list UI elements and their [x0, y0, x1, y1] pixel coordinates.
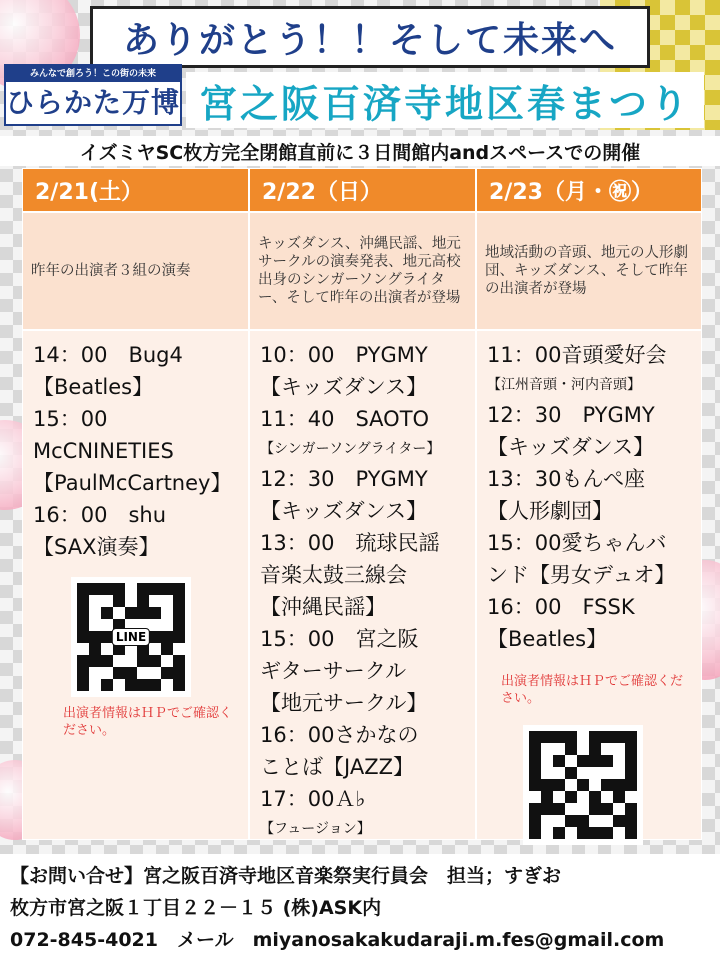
- schedule-entry: [260, 783, 467, 815]
- schedule-entry-text: ギターサークル: [260, 659, 407, 683]
- event-subtitle: イズミヤSC枚方完全閉館直前に３日間館内andスペースでの開催: [0, 136, 720, 166]
- schedule-entry-text: 15：00愛ちゃんバ: [487, 531, 667, 555]
- schedule-entry-text: 【シンガーソングライター】: [260, 441, 441, 457]
- logo-tagline: みんなで創ろう！この街の未来: [6, 66, 180, 82]
- schedule-entry-text: 【SAX演奏】: [33, 535, 160, 559]
- schedule-entry-text: 15：00: [33, 407, 108, 431]
- schedule-entry: [487, 371, 693, 399]
- schedule-entry-text: ことば【JAZZ】: [260, 755, 414, 779]
- day-schedule-3: [476, 330, 702, 840]
- festival-name: 宮之阪百済寺地区春まつり: [186, 72, 704, 128]
- contact-phone-email: 072-845-4021 メール miyanosakakudaraji.m.fes@gmail.com: [10, 929, 665, 951]
- schedule-entry: [260, 495, 467, 527]
- schedule-entry-text: 【Beatles】: [487, 627, 608, 651]
- logo-name: ひらかた万博: [6, 86, 181, 119]
- schedule-entries: [260, 339, 467, 843]
- schedule-entry: [260, 463, 467, 495]
- schedule-entry-text: 12：30 PYGMY: [260, 467, 428, 491]
- schedule-entry-text: 16：00 shu: [33, 503, 167, 527]
- schedule-entry-text: 【PaulMcCartney】: [33, 471, 232, 495]
- schedule-entry: [260, 527, 467, 559]
- line-qr-code[interactable]: [71, 577, 191, 697]
- schedule-entry: [487, 431, 693, 463]
- schedule-entry-text: 【沖縄民謡】: [260, 595, 386, 619]
- schedule-entry-text: 14：00 Bug4: [33, 343, 183, 367]
- contact-organizer: 【お問い合せ】宮之阪百済寺地区音楽祭実行員会 担当；すぎお: [10, 865, 562, 887]
- schedule-entry: [33, 339, 240, 371]
- schedule-entry: [260, 815, 467, 843]
- schedule-entry-text: 【キッズダンス】: [260, 375, 428, 399]
- day-schedule-1: [22, 330, 249, 840]
- schedule-entry: [260, 687, 467, 719]
- schedule-entry-text: 【キッズダンス】: [487, 435, 655, 459]
- schedule-entry: [487, 463, 693, 495]
- schedule-entry: [33, 467, 240, 499]
- schedule-entry-text: 12：30 PYGMY: [487, 403, 655, 427]
- day-header-3: 2/23（月・㊗）: [476, 168, 702, 212]
- schedule-entry-text: 15：00 宮之阪: [260, 627, 419, 651]
- day-header-2: 2/22（日）: [249, 168, 476, 212]
- line-badge: LINE: [112, 628, 150, 646]
- performer-info-note: 出演者情報はＨＰでご確認ください。: [63, 706, 233, 738]
- day-description-1: 昨年の出演者３組の演奏: [22, 212, 249, 330]
- schedule-entry: [487, 339, 693, 371]
- schedule-entry: [487, 527, 693, 559]
- schedule-entry-text: 【江州音頭・河内音頭】: [487, 377, 641, 393]
- schedule-entry: [260, 591, 467, 623]
- schedule-entry-text: 13：00 琉球民謡: [260, 531, 440, 555]
- schedule-entry-text: 10：00 PYGMY: [260, 343, 428, 367]
- qr-code-icon: [529, 731, 637, 839]
- schedule-entry: [33, 435, 240, 467]
- day-description-2: キッズダンス、沖縄民謡、地元サークルの演奏発表、地元高校出身のシンガーソングライター、そして昨年の出演者が登場: [249, 212, 476, 330]
- day-schedule-2: [249, 330, 476, 840]
- contact-footer: [0, 854, 720, 960]
- schedule-entry: [260, 719, 467, 751]
- schedule-entry-text: 【人形劇団】: [487, 499, 613, 523]
- hirakata-banpaku-logo: [4, 64, 182, 126]
- main-title: ありがとう！！そして未来へ: [90, 6, 650, 68]
- schedule-entry: [487, 591, 693, 623]
- schedule-entry-text: 16：00 FSSK: [487, 595, 635, 619]
- schedule-entry: [260, 339, 467, 371]
- schedule-entry: [487, 623, 693, 655]
- schedule-entry-text: ンド【男女デュオ】: [487, 563, 676, 587]
- schedule-entry: [487, 399, 693, 431]
- homepage-qr-code[interactable]: [523, 725, 693, 845]
- contact-address: 枚方市宮之阪１丁目２２－１５ (株)ASK内: [10, 897, 382, 919]
- schedule-entry-text: 16：00さかなの: [260, 723, 419, 747]
- schedule-entry: [33, 371, 240, 403]
- schedule-entry: [487, 559, 693, 591]
- schedule-entry: [260, 435, 467, 463]
- schedule-entry-text: McCNINETIES: [33, 439, 174, 463]
- schedule-entry: [260, 403, 467, 435]
- schedule-entry-text: 11：40 SAOTO: [260, 407, 430, 431]
- schedule-entry: [260, 751, 467, 783]
- schedule-entry-text: 13：30もんぺ座: [487, 467, 646, 491]
- day-header-1: 2/21(土）: [22, 168, 249, 212]
- schedule-entry-text: 11：00音頭愛好会: [487, 343, 667, 367]
- schedule-entry-text: 音楽太鼓三線会: [260, 563, 407, 587]
- schedule-entry-text: 【地元サークル】: [260, 691, 428, 715]
- schedule-entry: [260, 371, 467, 403]
- schedule-entry: [33, 531, 240, 563]
- schedule-entry: [33, 499, 240, 531]
- schedule-table: [22, 168, 702, 840]
- schedule-entries: [33, 339, 240, 563]
- schedule-entry-text: 【フュージョン】: [260, 821, 371, 837]
- schedule-entry-text: 17：00Ａ♭: [260, 787, 366, 811]
- schedule-entry: [33, 403, 240, 435]
- schedule-entry-text: 【キッズダンス】: [260, 499, 428, 523]
- schedule-entry: [487, 495, 693, 527]
- schedule-entry-text: 【Beatles】: [33, 375, 154, 399]
- schedule-entries: [487, 339, 693, 655]
- day-description-3: 地域活動の音頭、地元の人形劇団、キッズダンス、そして昨年の出演者が登場: [476, 212, 702, 330]
- performer-info-note: 出演者情報はＨＰでご確認ください。: [501, 674, 684, 706]
- schedule-entry: [260, 655, 467, 687]
- schedule-entry: [260, 559, 467, 591]
- schedule-entry: [260, 623, 467, 655]
